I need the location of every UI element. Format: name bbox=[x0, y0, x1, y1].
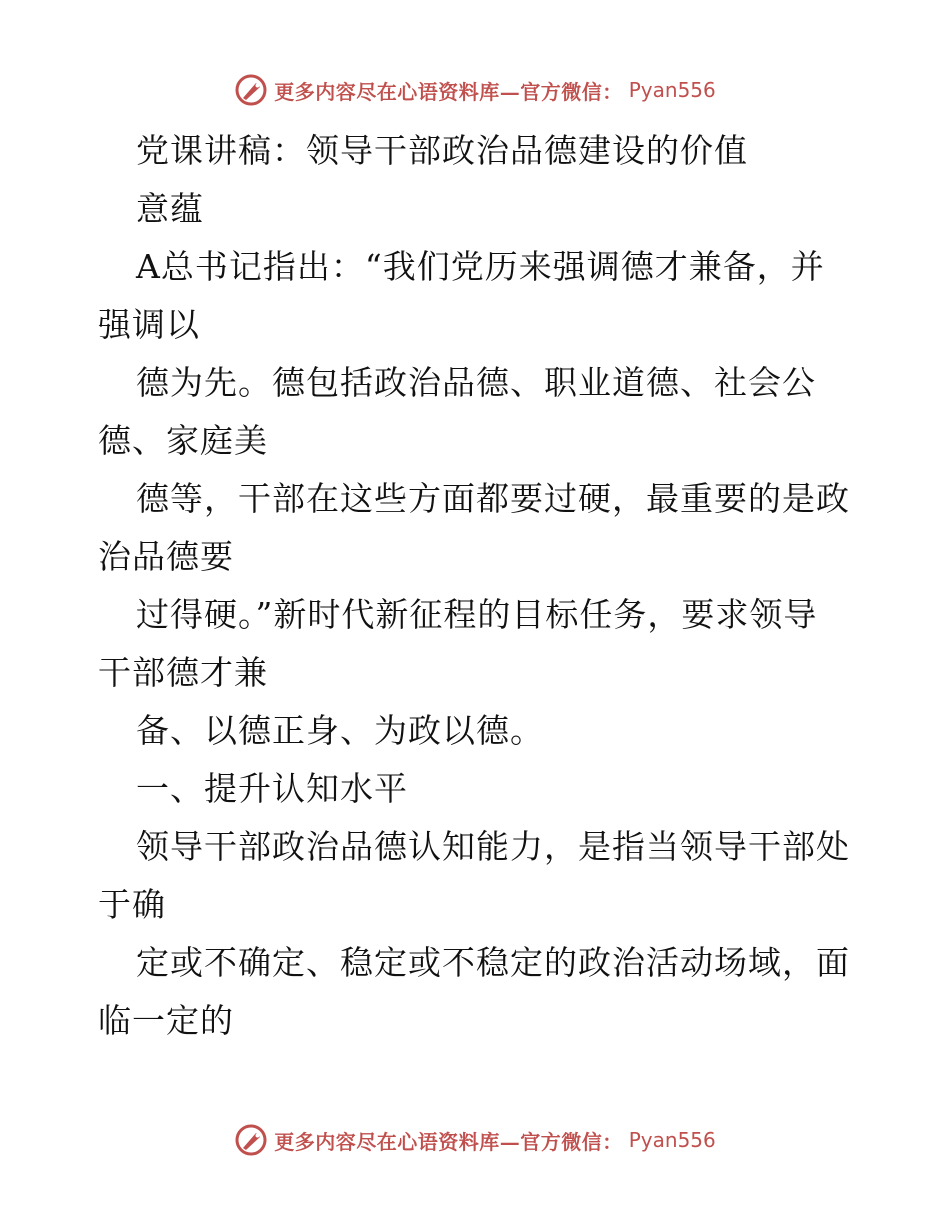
body-line: 治品德要 bbox=[98, 537, 234, 576]
body-line: A总书记指出：“我们党历来强调德才兼备，并 bbox=[136, 247, 825, 286]
document-title-line-2: 意蕴 bbox=[136, 189, 204, 228]
pen-nib-logo-icon bbox=[234, 1123, 268, 1157]
document-title-line-1: 党课讲稿：领导干部政治品德建设的价值 bbox=[136, 131, 748, 170]
section-heading: 一、提升认知水平 bbox=[136, 769, 408, 808]
body-line: 于确 bbox=[98, 885, 166, 924]
body-line: 备、以德正身、为政以德。 bbox=[136, 711, 544, 750]
header-watermark-handle: Pyan556 bbox=[628, 78, 716, 102]
body-line: 干部德才兼 bbox=[98, 653, 268, 692]
body-line: 领导干部政治品德认知能力，是指当领导干部处 bbox=[136, 827, 850, 866]
body-line: 德等，干部在这些方面都要过硬，最重要的是政 bbox=[136, 479, 850, 518]
footer-watermark-banner bbox=[0, 1120, 950, 1160]
body-line: 德、家庭美 bbox=[98, 421, 268, 460]
body-line: 定或不确定、稳定或不稳定的政治活动场域，面 bbox=[136, 943, 850, 982]
body-line: 过得硬。”新时代新征程的目标任务，要求领导 bbox=[136, 595, 818, 634]
header-watermark-text: 更多内容尽在心语资料库—官方微信： bbox=[274, 79, 623, 104]
body-line: 临一定的 bbox=[98, 1001, 234, 1040]
pen-nib-logo-icon bbox=[234, 73, 268, 107]
footer-watermark-text: 更多内容尽在心语资料库—官方微信： bbox=[274, 1129, 623, 1154]
document-body bbox=[98, 122, 858, 1050]
body-line: 强调以 bbox=[98, 305, 200, 344]
header-watermark-banner bbox=[0, 70, 950, 110]
body-line: 德为先。德包括政治品德、职业道德、社会公 bbox=[136, 363, 816, 402]
footer-watermark-handle: Pyan556 bbox=[628, 1128, 716, 1152]
